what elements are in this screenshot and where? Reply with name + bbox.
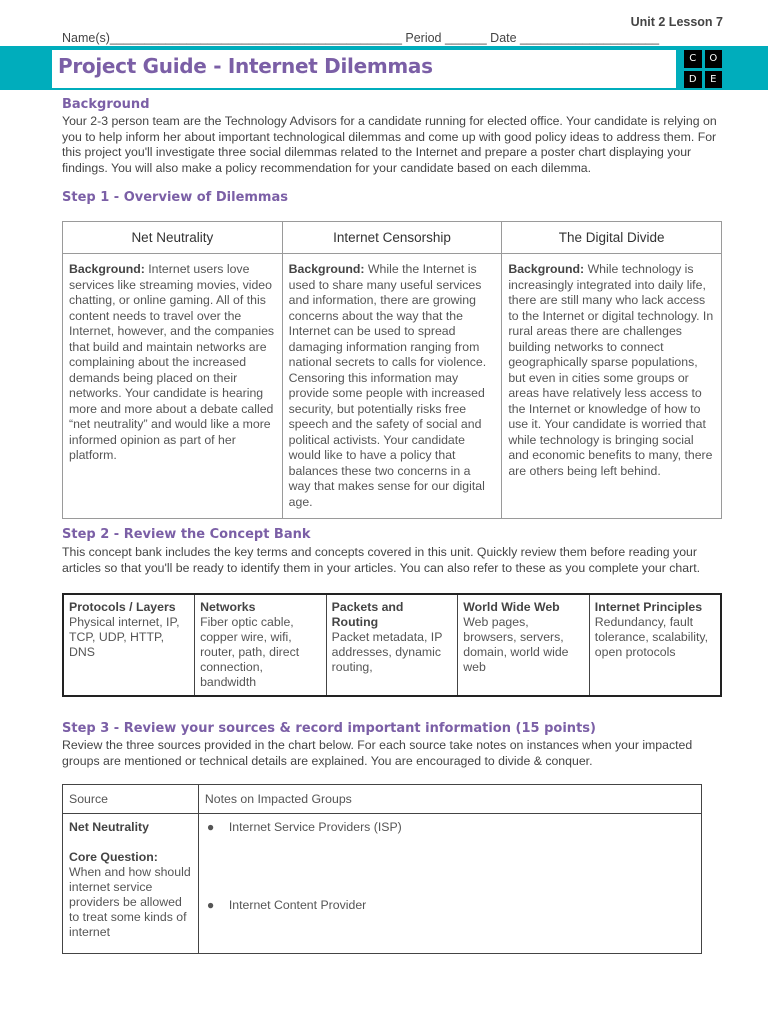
impacted-group: Internet Service Providers (ISP) bbox=[228, 820, 402, 834]
concept-cell bbox=[195, 594, 327, 696]
concept-title: Internet Principles bbox=[594, 600, 703, 614]
concept-title: Networks bbox=[200, 600, 256, 614]
logo-letter: D bbox=[684, 71, 702, 89]
background-heading: Background bbox=[62, 97, 150, 112]
background-label: Background: bbox=[508, 262, 585, 276]
concept-title: Packets and Routing bbox=[331, 600, 404, 629]
dilemmas-table bbox=[62, 221, 722, 519]
code-logo bbox=[684, 50, 722, 88]
dilemma-title-censorship: Internet Censorship bbox=[282, 222, 502, 254]
concept-terms: Packet metadata, IP addresses, dynamic routing, bbox=[331, 630, 443, 674]
step2-heading: Step 2 - Review the Concept Bank bbox=[62, 527, 311, 542]
notes-cell[interactable] bbox=[198, 814, 701, 954]
page-title: Project Guide - Internet Dilemmas bbox=[58, 54, 433, 78]
concept-terms: Web pages, browsers, servers, domain, world wide web bbox=[463, 615, 569, 674]
step2-text: This concept bank includes the key terms and concepts covered in this unit. Quickly review them before reading your articles so that you'll be ready to identify them in your articles. You can also refer to these as you complete your chart. bbox=[62, 545, 701, 575]
concept-cell bbox=[326, 594, 458, 696]
concept-terms: Fiber optic cable, copper wire, wifi, router, path, direct connection, bandwidth bbox=[200, 615, 300, 689]
concept-cell bbox=[458, 594, 590, 696]
core-question-label: Core Question: bbox=[69, 850, 158, 864]
list-item bbox=[207, 820, 695, 835]
dilemma-cell bbox=[282, 254, 502, 519]
name-period-date-line: Name(s)__________________________________________ Period ______ Date ____________________ bbox=[62, 31, 660, 45]
bullet-icon: ● bbox=[206, 898, 215, 912]
concept-title: World Wide Web bbox=[463, 600, 560, 614]
bullet-icon: ● bbox=[206, 820, 215, 834]
lesson-label: Unit 2 Lesson 7 bbox=[630, 15, 723, 29]
source-name: Net Neutrality bbox=[69, 820, 149, 834]
background-text: Your 2-3 person team are the Technology Advisors for a candidate running for elected office. Your candidate is relying on you to help inform her about important technological dilemmas and come up with good policy ideas to address them. For this project you'll investigate three social dilemmas related to the Internet and prepare a poster chart displaying your findings. You will also make a policy recommendation for your candidate based on each dilemma. bbox=[62, 114, 717, 175]
concept-bank-table bbox=[62, 593, 722, 697]
dilemma-title-net-neutrality: Net Neutrality bbox=[63, 222, 283, 254]
core-question-text: When and how should internet service providers be allowed to treat some kinds of internet bbox=[69, 865, 191, 939]
sources-table bbox=[62, 784, 702, 954]
source-col-header: Source bbox=[63, 785, 199, 814]
concept-terms: Physical internet, IP, TCP, UDP, HTTP, DNS bbox=[69, 615, 180, 659]
background-label: Background: bbox=[288, 262, 365, 276]
source-cell bbox=[63, 814, 199, 954]
dilemma-cell bbox=[63, 254, 283, 519]
step1-heading: Step 1 - Overview of Dilemmas bbox=[62, 190, 288, 205]
concept-cell bbox=[63, 594, 195, 696]
dilemma-text: While the Internet is used to share many useful services and information, there are growing concerns about the way that the Internet can be used to spread damaging information ranging from national secrets to calls for violence. Censoring this information may provide some people with increased security, but potentially risks free speech and the safety of social and political activists. Your candidate would like to have a policy that balances these two concerns in a way that makes sense for our digital age. bbox=[288, 262, 487, 509]
logo-letter: E bbox=[705, 71, 723, 89]
dilemma-cell bbox=[502, 254, 722, 519]
dilemma-text: Internet users love services like streaming movies, video chatting, or online gaming. All of this content needs to travel over the Internet, however, and the companies that build and maintain networks are complaining about the increased demands being placed on their networks. Your candidate is hearing more and more about a debate called “net neutrality” and would like a more informed opinion as part of her platform. bbox=[69, 262, 275, 462]
dilemma-title-digital-divide: The Digital Divide bbox=[502, 222, 722, 254]
background-label: Background: bbox=[69, 262, 145, 276]
concept-terms: Redundancy, fault tolerance, scalability, open protocols bbox=[594, 615, 709, 659]
logo-letter: O bbox=[705, 50, 723, 68]
notes-col-header: Notes on Impacted Groups bbox=[198, 785, 701, 814]
concept-cell bbox=[589, 594, 721, 696]
list-item bbox=[207, 898, 695, 913]
concept-title: Protocols / Layers bbox=[69, 600, 176, 614]
step3-text: Review the three sources provided in the chart below. For each source take notes on instances when your impacted groups are mentioned or technical details are explained. You are encouraged to divide & conquer. bbox=[62, 738, 693, 768]
impacted-group: Internet Content Provider bbox=[228, 898, 367, 912]
logo-letter: C bbox=[684, 50, 702, 68]
step3-heading: Step 3 - Review your sources & record important information (15 points) bbox=[62, 721, 596, 736]
dilemma-text: While technology is increasingly integrated into daily life, there are still many who lack access to the Internet or digital technology. In rural areas there are challenges building networks to connect geographically sparse populations, but even in cities some groups or areas have relatively less access to the Internet or knowledge of how to use it. Your candidate is worried that while technology is bringing social and economic benefits to many, there are others being left behind. bbox=[508, 262, 714, 478]
